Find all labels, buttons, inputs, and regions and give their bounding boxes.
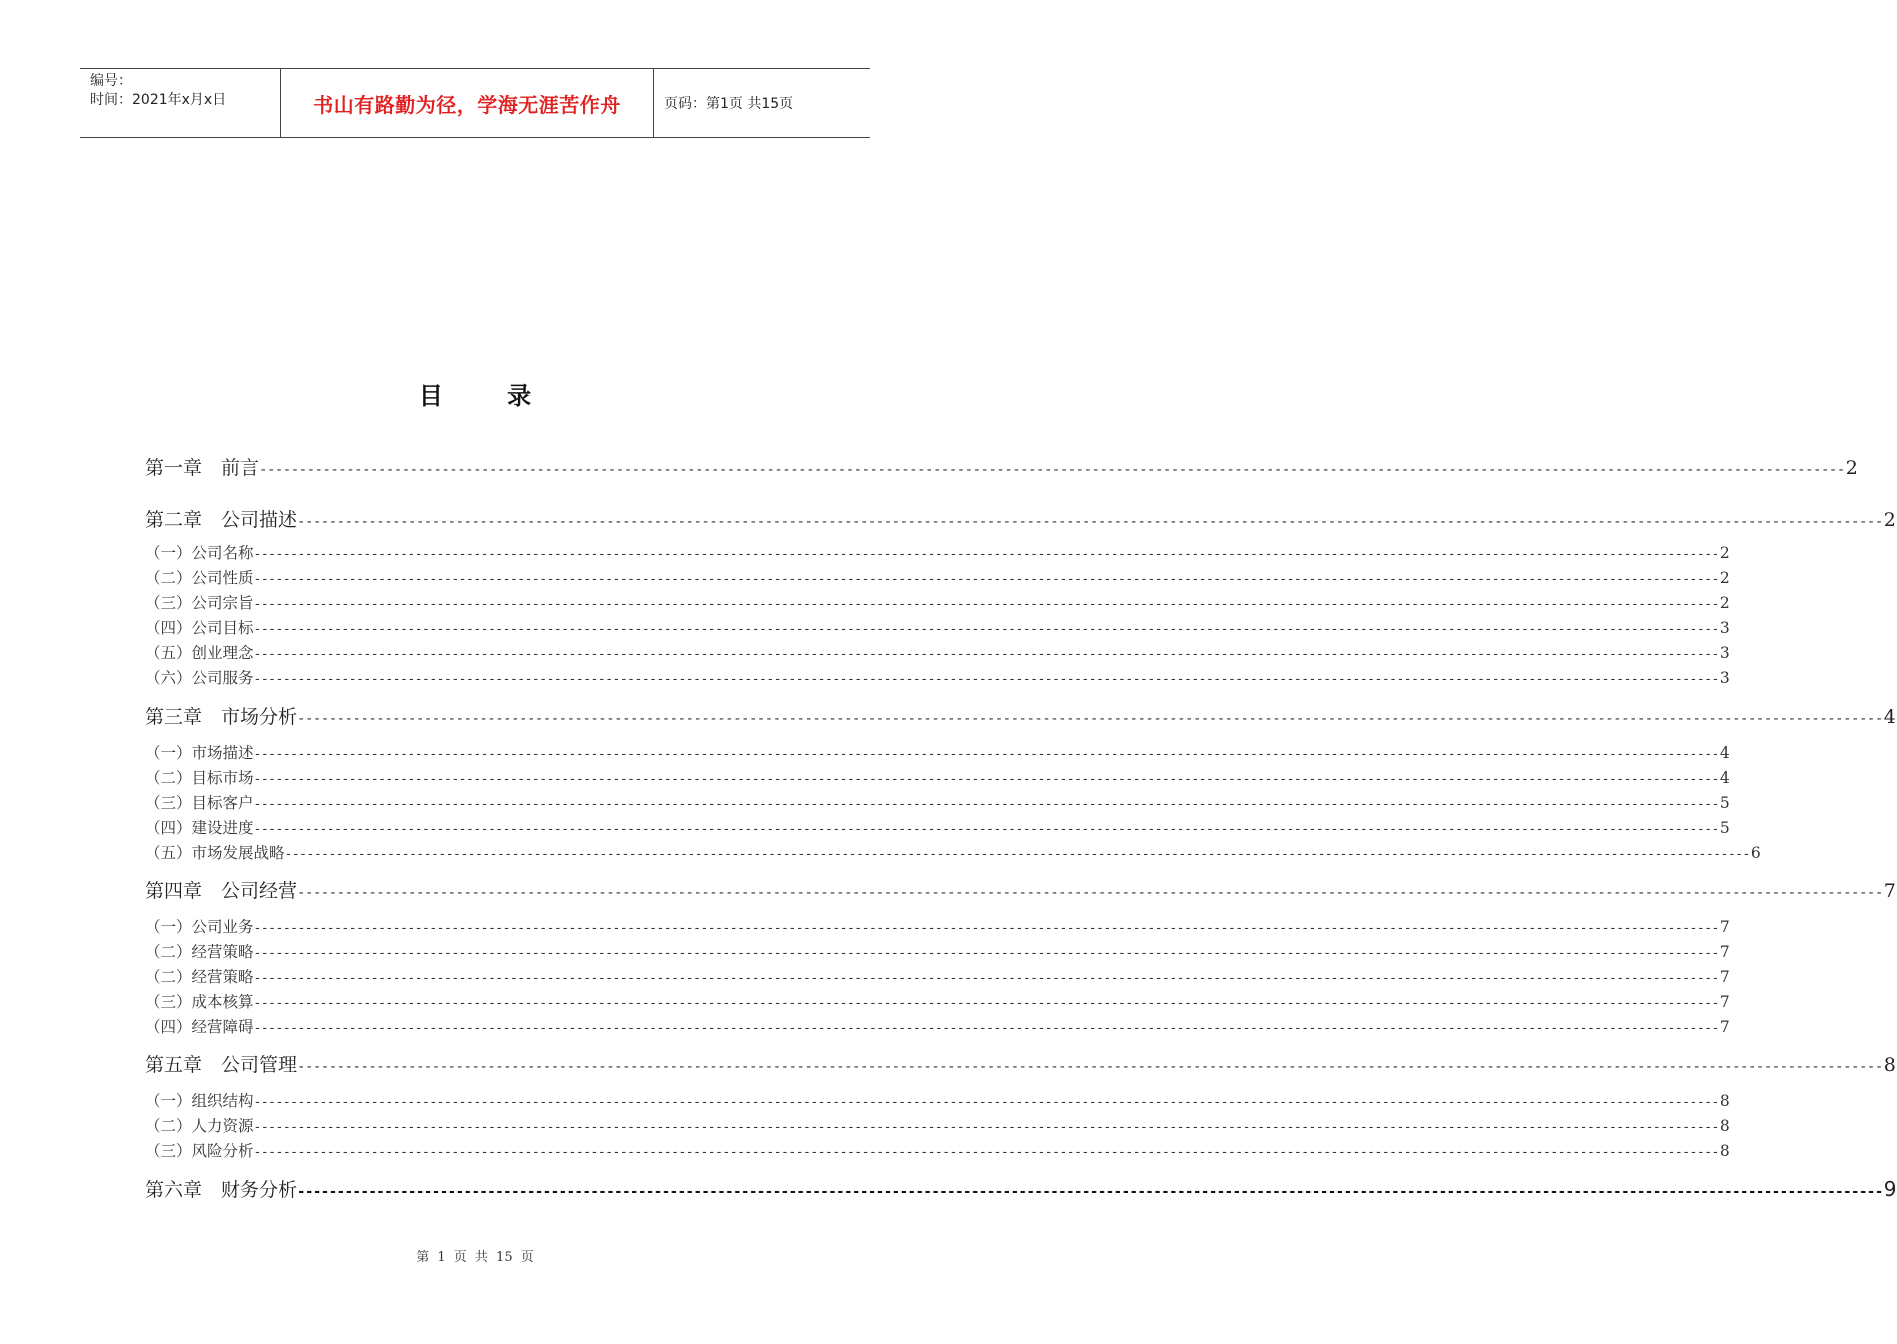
toc-entry-label: （三）目标客户 bbox=[145, 794, 254, 812]
toc-entry-page: 8 bbox=[1719, 1142, 1730, 1160]
toc-entry[interactable] bbox=[145, 741, 1730, 763]
toc-entry-label: （一）公司业务 bbox=[145, 918, 254, 936]
toc-dot-leader: -------------------------------------------------------------------------------------------------------------------------------------------------------------------------------------------------------- bbox=[253, 1145, 1719, 1160]
toc-dot-leader: -------------------------------------------------------------------------------------------------------------------------------------------------------------------------------------------------------- bbox=[253, 647, 1719, 662]
document-number-label: 编号： bbox=[90, 73, 132, 89]
toc-dot-leader: -------------------------------------------------------------------------------------------------------------------------------------------------------------------------------------------------------- bbox=[253, 971, 1719, 986]
toc-dot-leader: -------------------------------------------------------------------------------------------------------------------------------------------------------------------------------------------------------- bbox=[297, 711, 1883, 727]
toc-title: 目 录 bbox=[418, 382, 560, 410]
toc-entry-label: （一）市场描述 bbox=[145, 744, 254, 762]
toc-dot-leader: -------------------------------------------------------------------------------------------------------------------------------------------------------------------------------------------------------- bbox=[253, 822, 1719, 837]
toc-entry[interactable] bbox=[145, 915, 1730, 937]
toc-entry[interactable] bbox=[145, 990, 1730, 1012]
toc-entry-page: 3 bbox=[1719, 644, 1730, 662]
toc-entry-label: （四）经营障碍 bbox=[145, 1018, 254, 1036]
toc-entry[interactable] bbox=[145, 965, 1730, 987]
toc-entry[interactable] bbox=[145, 876, 1896, 904]
toc-entry-page: 7 bbox=[1719, 943, 1730, 961]
toc-entry[interactable] bbox=[145, 1175, 1897, 1203]
toc-entry-label: （一）组织结构 bbox=[145, 1092, 254, 1110]
toc-entry[interactable] bbox=[145, 505, 1896, 533]
toc-entry-page: 8 bbox=[1883, 1054, 1896, 1076]
toc-entry[interactable] bbox=[145, 940, 1730, 962]
toc-entry-label: （二）公司性质 bbox=[145, 569, 254, 587]
toc-entry[interactable] bbox=[145, 841, 1761, 863]
toc-entry[interactable] bbox=[145, 791, 1730, 813]
toc-entry[interactable] bbox=[145, 1050, 1896, 1078]
toc-entry-page: 3 bbox=[1719, 669, 1730, 687]
toc-dot-leader: -------------------------------------------------------------------------------------------------------------------------------------------------------------------------------------------------------- bbox=[297, 1059, 1883, 1075]
toc-entry-page: 4 bbox=[1883, 706, 1896, 728]
toc-entry[interactable] bbox=[145, 453, 1858, 481]
toc-entry-label: （四）建设进度 bbox=[145, 819, 254, 837]
toc-entry-page: 7 bbox=[1719, 968, 1730, 986]
toc-entry-page: 9 bbox=[1883, 1177, 1897, 1201]
toc-dot-leader: -------------------------------------------------------------------------------------------------------------------------------------------------------------------------------------------------------- bbox=[259, 462, 1845, 478]
toc-dot-leader: -------------------------------------------------------------------------------------------------------------------------------------------------------------------------------------------------------- bbox=[253, 1021, 1719, 1036]
toc-entry-page: 8 bbox=[1719, 1117, 1730, 1135]
header-meta bbox=[80, 69, 281, 137]
toc-entry[interactable] bbox=[145, 702, 1896, 730]
toc-entry-label: （六）公司服务 bbox=[145, 669, 254, 687]
header-page-info: 页码：第1页 共15页 bbox=[664, 96, 794, 112]
toc-entry[interactable] bbox=[145, 816, 1730, 838]
toc-dot-leader: -------------------------------------------------------------------------------------------------------------------------------------------------------------------------------------------------------- bbox=[253, 772, 1719, 787]
toc-entry-label: （一）公司名称 bbox=[145, 544, 254, 562]
toc-entry-label: （五）创业理念 bbox=[145, 644, 254, 662]
toc-entry-page: 2 bbox=[1845, 457, 1858, 479]
toc-dot-leader: -------------------------------------------------------------------------------------------------------------------------------------------------------------------------------------------------------- bbox=[253, 747, 1719, 762]
toc-entry[interactable] bbox=[145, 1089, 1730, 1111]
toc-entry-label: 第二章 公司描述 bbox=[145, 509, 298, 531]
toc-entry-page: 5 bbox=[1719, 794, 1730, 812]
toc-entry-page: 7 bbox=[1719, 993, 1730, 1011]
toc-entry-page: 5 bbox=[1719, 819, 1730, 837]
toc-dot-leader: -------------------------------------------------------------------------------------------------------------------------------------------------------------------------------------------------------- bbox=[253, 946, 1719, 961]
toc-entry-label: （三）公司宗旨 bbox=[145, 594, 254, 612]
page-footer: 第 1 页 共 15 页 bbox=[416, 1250, 534, 1265]
toc-entry-label: （三）风险分析 bbox=[145, 1142, 254, 1160]
toc-entry-label: 第一章 前言 bbox=[145, 457, 260, 479]
toc-entry-page: 2 bbox=[1719, 569, 1730, 587]
toc-entry-label: 第六章 财务分析 bbox=[145, 1179, 298, 1201]
toc-dot-leader: -------------------------------------------------------------------------------------------------------------------------------------------------------------------------------------------------------- bbox=[253, 547, 1719, 562]
toc-entry-label: 第五章 公司管理 bbox=[145, 1054, 298, 1076]
page-header bbox=[80, 68, 870, 138]
toc-entry-page: 2 bbox=[1719, 544, 1730, 562]
toc-dot-leader: -------------------------------------------------------------------------------------------------------------------------------------------------------------------------------------------------------- bbox=[297, 1184, 1883, 1200]
toc-entry-label: （二）目标市场 bbox=[145, 769, 254, 787]
toc-entry-page: 4 bbox=[1719, 744, 1730, 762]
toc-entry-label: （四）公司目标 bbox=[145, 619, 254, 637]
toc-entry-page: 7 bbox=[1719, 918, 1730, 936]
toc-entry-page: 6 bbox=[1750, 844, 1761, 862]
toc-entry-page: 2 bbox=[1719, 594, 1730, 612]
header-motto: 书山有路勤为径，学海无涯苦作舟 bbox=[281, 69, 654, 137]
toc-entry[interactable] bbox=[145, 766, 1730, 788]
toc-entry-page: 7 bbox=[1719, 1018, 1730, 1036]
toc-entry[interactable] bbox=[145, 641, 1730, 663]
toc-entry[interactable] bbox=[145, 616, 1730, 638]
toc-entry-label: 第三章 市场分析 bbox=[145, 706, 298, 728]
toc-entry-label: （二）经营策略 bbox=[145, 943, 254, 961]
toc-entry[interactable] bbox=[145, 591, 1730, 613]
toc-entry[interactable] bbox=[145, 1015, 1730, 1037]
toc-entry-page: 3 bbox=[1719, 619, 1730, 637]
toc-dot-leader: -------------------------------------------------------------------------------------------------------------------------------------------------------------------------------------------------------- bbox=[297, 885, 1883, 901]
toc-entry-label: 第四章 公司经营 bbox=[145, 880, 298, 902]
toc-entry-page: 8 bbox=[1719, 1092, 1730, 1110]
toc-dot-leader: -------------------------------------------------------------------------------------------------------------------------------------------------------------------------------------------------------- bbox=[297, 514, 1883, 530]
toc-dot-leader: -------------------------------------------------------------------------------------------------------------------------------------------------------------------------------------------------------- bbox=[253, 572, 1719, 587]
toc-dot-leader: -------------------------------------------------------------------------------------------------------------------------------------------------------------------------------------------------------- bbox=[253, 672, 1719, 687]
toc-dot-leader: -------------------------------------------------------------------------------------------------------------------------------------------------------------------------------------------------------- bbox=[253, 797, 1719, 812]
toc-dot-leader: -------------------------------------------------------------------------------------------------------------------------------------------------------------------------------------------------------- bbox=[253, 1120, 1719, 1135]
toc-entry-label: （五）市场发展战略 bbox=[145, 844, 285, 862]
toc-entry-label: （二）经营策略 bbox=[145, 968, 254, 986]
toc-entry[interactable] bbox=[145, 666, 1730, 688]
document-time-label: 时间：2021年x月x日 bbox=[90, 92, 227, 108]
toc-entry[interactable] bbox=[145, 1139, 1730, 1161]
toc-dot-leader: -------------------------------------------------------------------------------------------------------------------------------------------------------------------------------------------------------- bbox=[253, 1095, 1719, 1110]
toc-entry-label: （二）人力资源 bbox=[145, 1117, 254, 1135]
toc-entry[interactable] bbox=[145, 541, 1730, 563]
toc-dot-leader: -------------------------------------------------------------------------------------------------------------------------------------------------------------------------------------------------------- bbox=[284, 847, 1750, 862]
toc-entry-page: 7 bbox=[1883, 880, 1896, 902]
toc-entry[interactable] bbox=[145, 566, 1730, 588]
toc-dot-leader: -------------------------------------------------------------------------------------------------------------------------------------------------------------------------------------------------------- bbox=[253, 921, 1719, 936]
toc-dot-leader: -------------------------------------------------------------------------------------------------------------------------------------------------------------------------------------------------------- bbox=[253, 597, 1719, 612]
toc-entry-page: 4 bbox=[1719, 769, 1730, 787]
toc-entry-label: （三）成本核算 bbox=[145, 993, 254, 1011]
toc-dot-leader: -------------------------------------------------------------------------------------------------------------------------------------------------------------------------------------------------------- bbox=[253, 622, 1719, 637]
toc-dot-leader: -------------------------------------------------------------------------------------------------------------------------------------------------------------------------------------------------------- bbox=[253, 996, 1719, 1011]
toc-entry[interactable] bbox=[145, 1114, 1730, 1136]
toc-entry-page: 2 bbox=[1883, 509, 1896, 531]
